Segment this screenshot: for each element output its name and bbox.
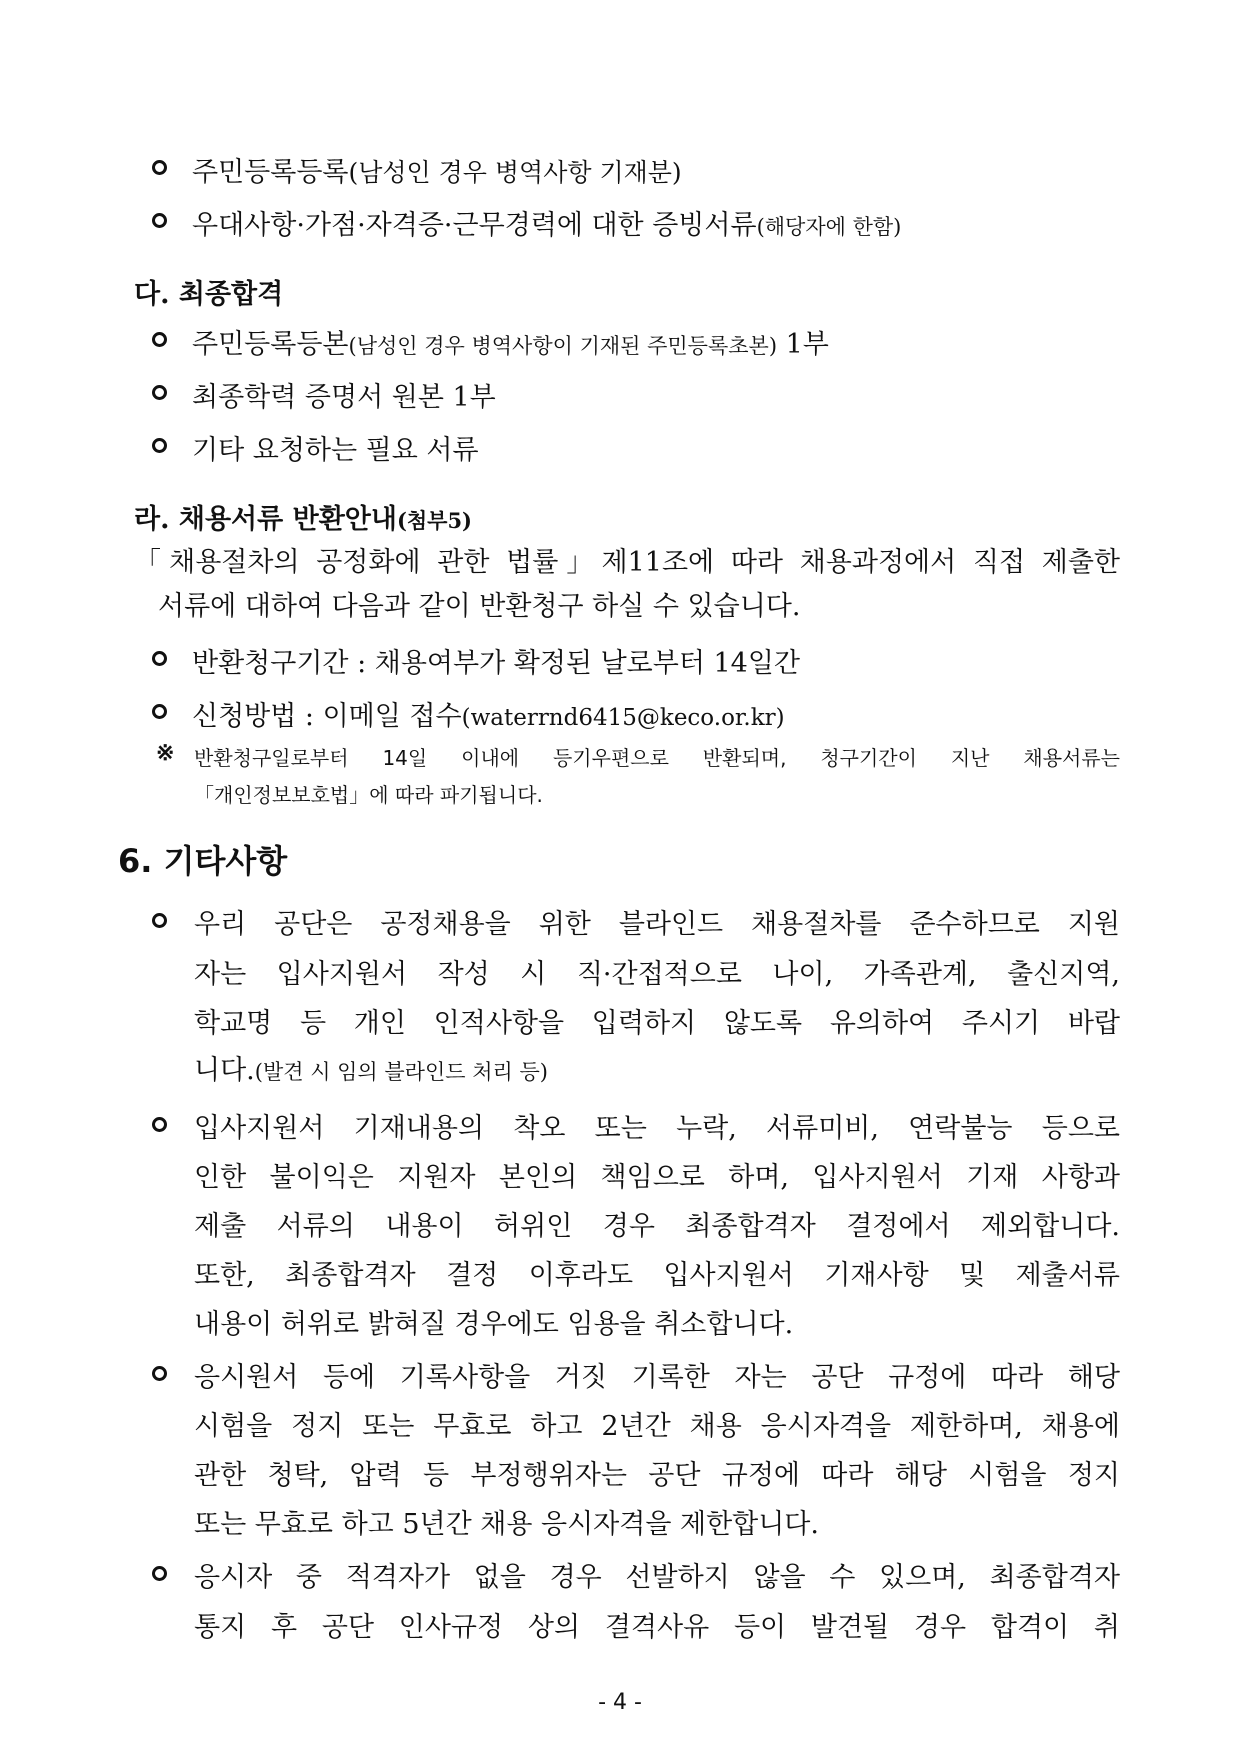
item-main: 주민등록등록: [192, 157, 349, 188]
intro-line: 「채용절차의 공정화에 관한 법률」제11조에 따라 채용과정에서 직접 제출한: [134, 547, 1120, 578]
item-main: 주민등록등본: [192, 329, 349, 360]
bullet-icon: [152, 1566, 167, 1581]
bullet-icon: [152, 704, 167, 719]
paragraph-line: 인한 불이익은 지원자 본인의 책임으로 하며, 입사지원서 기재 사항과: [194, 1162, 1120, 1193]
intro-line: 서류에 대하여 다음과 같이 반환청구 하실 수 있습니다.: [158, 591, 801, 622]
list-item: [192, 694, 785, 733]
line-main: 니다.: [194, 1055, 255, 1086]
bullet-icon: [152, 651, 167, 666]
bullet-icon: [152, 438, 167, 453]
note-line: 「개인정보보호법」에 따라 파기됩니다.: [194, 783, 543, 807]
item-sub: (남성인 경우 병역사항 기재분): [348, 158, 682, 187]
bullet-icon: [152, 1366, 167, 1381]
paragraph-line: 제출 서류의 내용이 허위인 경우 최종합격자 결정에서 제외합니다.: [194, 1211, 1120, 1242]
bullet-icon: [152, 213, 167, 228]
item-sub: (waterrnd6415@keco.or.kr): [461, 705, 785, 731]
item-main: 신청방법 : 이메일 접수: [192, 701, 462, 732]
paragraph-line: 입사지원서 기재내용의 착오 또는 누락, 서류미비, 연락불능 등으로: [194, 1113, 1120, 1144]
item-sub: (남성인 경우 병역사항이 기재된 주민등록초본): [348, 334, 778, 358]
paragraph-line: 또한, 최종합격자 결정 이후라도 입사지원서 기재사항 및 제출서류: [194, 1260, 1120, 1291]
paragraph-line: 우리 공단은 공정채용을 위한 블라인드 채용절차를 준수하므로 지원: [194, 909, 1120, 940]
line-sub: (발견 시 임의 블라인드 처리 등): [254, 1060, 548, 1084]
note-line: 반환청구일로부터 14일 이내에 등기우편으로 반환되며, 청구기간이 지난 채용서류는: [194, 746, 1120, 770]
paragraph-line: 관한 청탁, 압력 등 부정행위자는 공단 규정에 따라 해당 시험을 정지: [194, 1460, 1120, 1491]
paragraph-line: 내용이 허위로 밝혀질 경우에도 임용을 취소합니다.: [194, 1309, 794, 1340]
bullet-icon: [152, 385, 167, 400]
list-item: 기타 요청하는 필요 서류: [192, 435, 479, 466]
paragraph-line: 시험을 정지 또는 무효로 하고 2년간 채용 응시자격을 제한하며, 채용에: [194, 1411, 1120, 1442]
item-main: 우대사항·가점·자격증·근무경력에 대한 증빙서류: [192, 210, 757, 241]
page-section-title: 6. 기타사항: [118, 842, 288, 880]
bullet-icon: [152, 332, 167, 347]
bullet-icon: [152, 913, 167, 928]
paragraph-line: 학교명 등 개인 인적사항을 입력하지 않도록 유의하여 주시기 바랍: [194, 1008, 1120, 1039]
section-heading: [134, 497, 472, 536]
bullet-icon: [152, 1117, 167, 1132]
paragraph-line: 통지 후 공단 인사규정 상의 결격사유 등이 발견될 경우 합격이 취: [194, 1612, 1120, 1643]
paragraph-line: 자는 입사지원서 작성 시 직·간접적으로 나이, 가족관계, 출신지역,: [194, 959, 1120, 990]
paragraph-line: 응시자 중 적격자가 없을 경우 선발하지 않을 수 있으며, 최종합격자: [194, 1562, 1120, 1593]
paragraph-line: [194, 1048, 548, 1087]
item-sub: (해당자에 한함): [756, 215, 902, 239]
list-item: [192, 150, 682, 189]
section-title-sub: (첨부5): [396, 508, 472, 533]
list-item: [192, 203, 901, 242]
list-item: 최종학력 증명서 원본 1부: [192, 382, 496, 413]
paragraph-line: 응시원서 등에 기록사항을 거짓 기록한 자는 공단 규정에 따라 해당: [194, 1362, 1120, 1393]
list-item: [192, 322, 829, 361]
item-tail: 1부: [777, 329, 829, 360]
section-title: 라. 채용서류 반환안내: [134, 504, 397, 535]
paragraph-line: 또는 무효로 하고 5년간 채용 응시자격을 제한합니다.: [194, 1509, 819, 1540]
section-heading: 다. 최종합격: [134, 279, 284, 310]
page-number: - 4 -: [598, 1690, 642, 1715]
bullet-icon: [152, 160, 167, 175]
note-mark-icon: ※: [156, 740, 175, 766]
list-item: 반환청구기간 : 채용여부가 확정된 날로부터 14일간: [192, 648, 801, 679]
